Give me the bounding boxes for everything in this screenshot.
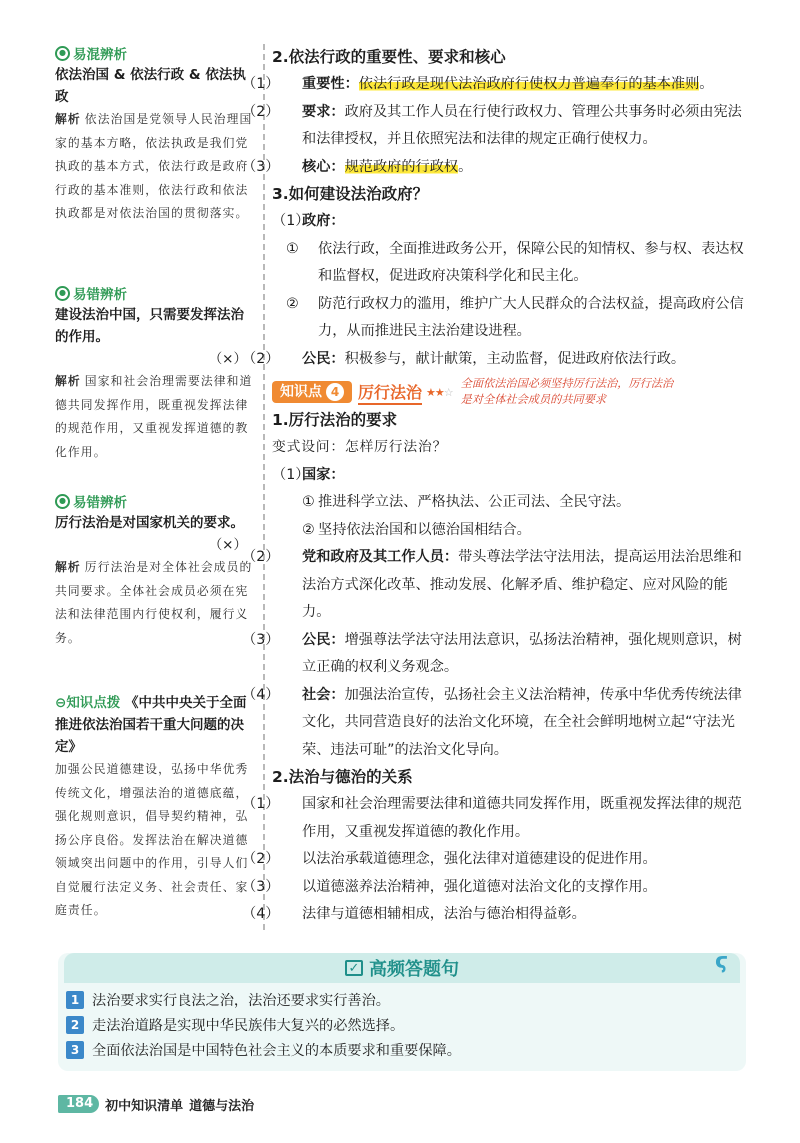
magnifier-icon: ● bbox=[55, 494, 70, 509]
item-text: 积极参与，献计献策，主动监督，促进政府依法行政。 bbox=[344, 350, 686, 367]
tip-body: 加强公民道德建设，弘扬中华优秀传统文化，增强法治的道德底蕴，强化规则意识，倡导契约精神，弘扬公序良俗。发挥法治在解决道德领域突出问题中的作用，引导人们自觉履行法定义务、社会责任、家庭责任。 bbox=[55, 762, 249, 917]
sub-item-text: 防范行政权力的滥用，维护广大人民群众的合法权益，提高政府公信力，从而推进民主法治建设进程。 bbox=[318, 295, 744, 339]
wrong-mark: （×） bbox=[208, 351, 247, 367]
knowledge-point-title: 厉行法治 bbox=[358, 380, 422, 405]
item-label: 国家： bbox=[302, 466, 345, 483]
sub-item-text: 坚持依法治国和以德治国相结合。 bbox=[318, 521, 531, 538]
block-tag-text: 易错辨析 bbox=[73, 287, 127, 303]
sub-item-marker: ② bbox=[286, 295, 299, 312]
sub-item-text: 推进科学立法、严格执法、公正司法、全民守法。 bbox=[318, 494, 631, 510]
sub-item-marker: ① bbox=[286, 240, 299, 257]
block-analysis bbox=[55, 370, 253, 464]
item-number: （3） bbox=[242, 158, 280, 175]
item-tail: 。 bbox=[458, 158, 473, 175]
item-text: 以道德滋养法治精神，强化道德对法治文化的支撑作用。 bbox=[302, 878, 657, 895]
item-label: 重要性： bbox=[302, 76, 359, 92]
list-item bbox=[272, 208, 752, 236]
tip-heading bbox=[55, 692, 253, 758]
item-text: 法治要求实行良法之治，法治还要求实行善治。 bbox=[92, 992, 390, 1009]
sub-item bbox=[272, 489, 752, 517]
section-title: 1.厉行法治的要求 bbox=[272, 411, 398, 429]
item-text: 政府及其工作人员在行使行政权力、管理公共事务时必须由宪法和法律授权，并且依照宪法和法律的规定正确行使权力。 bbox=[302, 103, 742, 147]
block-title: 建设法治中国，只需要发挥法治的作用。 bbox=[55, 307, 244, 345]
highlighted-text: 依法行政是现代法治政府行使权力普遍奉行的基本准则 bbox=[358, 76, 700, 92]
item-number: （2） bbox=[242, 851, 280, 867]
item-label: 公民： bbox=[302, 350, 345, 367]
block-tag bbox=[55, 42, 253, 64]
item-number: （3） bbox=[242, 878, 280, 895]
list-item bbox=[66, 1012, 738, 1037]
note-line: 全面依法治国必须坚持厉行法治，厉行法治 bbox=[460, 377, 674, 390]
analysis-text: 厉行法治是对全体社会成员的共同要求。全体社会成员必须在宪法和法律范围内行使权利，履行义务。 bbox=[55, 560, 253, 645]
highlighted-text: 规范政府的行政权 bbox=[344, 158, 459, 175]
subject-title: 道德与法治 bbox=[189, 1098, 255, 1114]
analysis-label: 解析 bbox=[55, 374, 81, 388]
item-number: （2） bbox=[242, 549, 280, 565]
tip-tag-text: 知识点拨 bbox=[66, 695, 121, 711]
item-tail: 。 bbox=[699, 76, 714, 92]
item-number: （1） bbox=[272, 213, 310, 229]
variant-question: 变式设问：怎样厉行法治？ bbox=[272, 439, 448, 455]
section-title: 2.法治与德治的关系 bbox=[272, 768, 413, 786]
page-number: 184 bbox=[58, 1095, 99, 1113]
item-number: （1） bbox=[272, 466, 310, 483]
item-number: （4） bbox=[242, 686, 280, 703]
book-title: 初中知识清单 bbox=[105, 1098, 184, 1114]
list-item bbox=[242, 627, 752, 682]
tip-doc-title: 《中共中央关于全面推进依法治国若干重大问题的决定》 bbox=[55, 695, 247, 755]
item-number: （4） bbox=[242, 906, 280, 922]
block-title: 依法治国 & 依法行政 & 依法执政 bbox=[55, 67, 246, 105]
item-text: 走法治道路是实现中华民族伟大复兴的必然选择。 bbox=[92, 1017, 405, 1034]
sub-item bbox=[272, 236, 752, 291]
list-item bbox=[66, 987, 738, 1012]
analysis-label: 解析 bbox=[55, 112, 81, 126]
item-label: 党和政府及其工作人员： bbox=[302, 549, 459, 565]
item-label: 政府： bbox=[302, 213, 345, 229]
sub-item-text: 依法行政，全面推进政务公开，保障公民的知情权、参与权、表达权和监督权，促进政府决策科学化和民主化。 bbox=[318, 240, 744, 284]
section-title: 2.依法行政的重要性、要求和核心 bbox=[272, 48, 506, 66]
knowledge-point-header bbox=[272, 377, 752, 407]
item-number: （2） bbox=[242, 103, 280, 120]
high-frequency-box bbox=[58, 949, 746, 1071]
sub-item bbox=[272, 517, 752, 545]
block-tag bbox=[55, 282, 253, 304]
knowledge-point-note bbox=[461, 376, 674, 408]
item-number: （1） bbox=[242, 796, 280, 812]
main-content bbox=[242, 44, 752, 929]
sidebar bbox=[55, 42, 253, 930]
item-label: 核心： bbox=[302, 158, 345, 175]
magnifier-icon: ● bbox=[55, 286, 70, 301]
block-analysis bbox=[55, 556, 253, 650]
item-text: 法律与道德相辅相成，法治与德治相得益彰。 bbox=[302, 906, 586, 922]
item-label: 要求： bbox=[302, 103, 345, 120]
block-tag-text: 易混辨析 bbox=[73, 47, 127, 63]
sub-item-marker: ② bbox=[302, 521, 315, 538]
item-number-badge: 3 bbox=[66, 1041, 84, 1059]
list-item bbox=[242, 71, 752, 99]
block-analysis bbox=[55, 108, 253, 226]
block-title: 厉行法治是对国家机关的要求。 bbox=[55, 515, 244, 531]
list-item bbox=[242, 846, 752, 874]
list-item bbox=[242, 791, 752, 846]
tip-tag bbox=[55, 695, 120, 711]
page-footer bbox=[58, 1094, 254, 1114]
item-label: 公民： bbox=[302, 631, 345, 648]
block-tag-text: 易错辨析 bbox=[73, 495, 127, 511]
sidebar-block-confusion bbox=[55, 42, 253, 226]
list-item bbox=[272, 462, 752, 490]
item-text: 全面依法治国是中国特色社会主义的本质要求和重要保障。 bbox=[92, 1042, 461, 1059]
sub-item bbox=[272, 291, 752, 346]
item-text: 加强法治宣传，弘扬社会主义法治精神，传承中华优秀传统法律文化，共同营造良好的法治文化环境，在全社会鲜明地树立起“守法光荣、违法可耻”的法治文化导向。 bbox=[302, 686, 742, 758]
key-icon: ⊖ bbox=[55, 695, 67, 711]
item-text: 增强尊法学法守法用法意识，弘扬法治精神，强化规则意识，树立正确的权利义务观念。 bbox=[302, 631, 742, 675]
sidebar-block-error-1 bbox=[55, 282, 253, 464]
sidebar-block-error-2 bbox=[55, 490, 253, 650]
checkbox-icon: ✓ bbox=[345, 960, 363, 976]
list-item bbox=[242, 682, 752, 765]
item-number: （2） bbox=[242, 350, 280, 367]
list-item bbox=[242, 544, 752, 627]
list-item bbox=[242, 346, 752, 374]
badge-label: 知识点 bbox=[280, 384, 322, 400]
wrong-mark: （×） bbox=[208, 537, 247, 553]
analysis-text: 国家和社会治理需要法律和道德共同发挥作用，既重视发挥法律的规范作用，又重视发挥道德的教化作用。 bbox=[55, 374, 253, 459]
badge-number: 4 bbox=[326, 383, 344, 401]
analysis-label: 解析 bbox=[55, 560, 81, 574]
list-item bbox=[242, 154, 752, 182]
high-frequency-list bbox=[58, 983, 746, 1062]
list-item bbox=[242, 874, 752, 902]
swirl-icon: ϛ bbox=[714, 949, 728, 974]
high-frequency-header bbox=[64, 953, 740, 983]
analysis-text: 依法治国是党领导人民治理国家的基本方略，依法执政是我们党执政的基本方式，依法行政是政府行政的基本准则，依法行政和依法执政都是对依法治国的贯彻落实。 bbox=[55, 112, 253, 220]
list-item bbox=[66, 1037, 738, 1062]
item-text: 以法治承载道德理念，强化法律对道德建设的促进作用。 bbox=[302, 851, 657, 867]
item-number-badge: 1 bbox=[66, 991, 84, 1009]
item-label: 社会： bbox=[302, 686, 345, 703]
item-number: （1） bbox=[242, 76, 280, 92]
magnifier-icon: ● bbox=[55, 46, 70, 61]
note-line: 是对全体社会成员的共同要求 bbox=[460, 393, 607, 406]
sub-item-marker: ① bbox=[302, 494, 315, 510]
sidebar-block-tip bbox=[55, 692, 253, 923]
knowledge-point-badge bbox=[272, 381, 352, 403]
item-text: 国家和社会治理需要法律和道德共同发挥作用，既重视发挥法律的规范作用，又重视发挥道德的教化作用。 bbox=[302, 796, 742, 840]
section-title: 3.如何建设法治政府？ bbox=[272, 185, 429, 203]
list-item bbox=[242, 99, 752, 154]
star-rating: ★★☆ bbox=[426, 385, 453, 399]
item-number-badge: 2 bbox=[66, 1016, 84, 1034]
item-text: 带头尊法学法守法用法，提高运用法治思维和法治方式深化改革、推动发展、化解矛盾、维护稳定、应对风险的能力。 bbox=[302, 549, 742, 620]
high-frequency-title: 高频答题句 bbox=[369, 959, 459, 980]
list-item bbox=[242, 901, 752, 929]
block-tag bbox=[55, 490, 253, 512]
item-number: （3） bbox=[242, 631, 280, 648]
